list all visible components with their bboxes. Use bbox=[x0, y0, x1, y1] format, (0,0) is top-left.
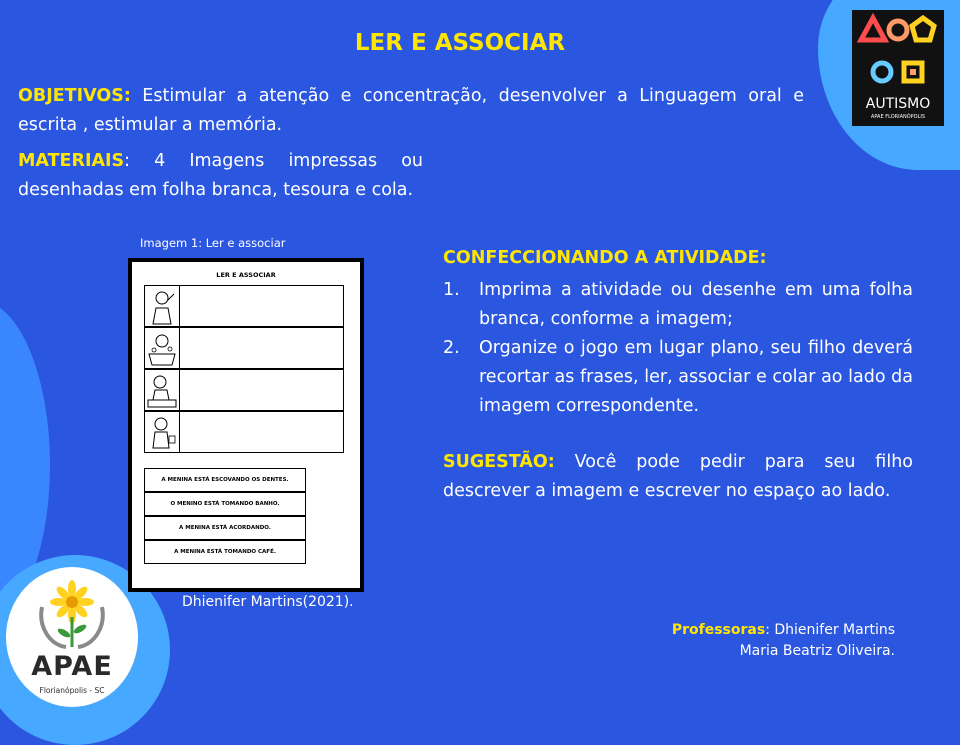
sugestao-text: Você pode pedir para seu filho descrever a imagem e escrever no espaço ao lado. bbox=[443, 452, 913, 501]
step-item bbox=[443, 334, 913, 421]
step-number: 1. bbox=[443, 280, 460, 300]
page-title: LER E ASSOCIAR bbox=[354, 30, 566, 56]
image-credit: Dhienifer Martins(2021). bbox=[182, 594, 354, 610]
worksheet-image bbox=[128, 258, 364, 592]
professora-name: : Dhienifer Martins bbox=[765, 622, 895, 638]
apae-logo bbox=[6, 567, 138, 707]
sunflower-hands-icon bbox=[6, 567, 138, 651]
autismo-shapes-icon bbox=[852, 10, 944, 94]
worksheet-sentence: O MENINO ESTÁ TOMANDO BANHO. bbox=[144, 492, 306, 516]
apae-logo-subtitle: Florianópolis - SC bbox=[39, 686, 105, 695]
worksheet-picture-row bbox=[144, 369, 344, 411]
worksheet-picture-row bbox=[144, 327, 344, 369]
worksheet-picture-row bbox=[144, 411, 344, 453]
professoras-block bbox=[600, 620, 895, 662]
girl-waking-up-icon bbox=[145, 370, 180, 410]
objetivos-label: OBJETIVOS: bbox=[18, 86, 131, 106]
confeccionando-heading: CONFECCIONANDO A ATIVIDADE: bbox=[443, 248, 767, 268]
autismo-logo bbox=[852, 10, 944, 126]
materiais-paragraph bbox=[18, 147, 423, 205]
step-item bbox=[443, 276, 913, 334]
step-text: Imprima a atividade ou desenhe em uma folha branca, conforme a imagem; bbox=[479, 280, 913, 329]
apae-logo-text: APAE bbox=[31, 651, 113, 682]
autismo-logo-text: AUTISMO bbox=[865, 96, 931, 112]
objetivos-text: Estimular a atenção e concentração, desenvolver a Linguagem oral e escrita , estimular a memória. bbox=[18, 86, 804, 135]
girl-brushing-teeth-icon bbox=[145, 286, 180, 326]
worksheet-sentence: A MENINA ESTÁ ESCOVANDO OS DENTES. bbox=[144, 468, 306, 492]
objetivos-paragraph bbox=[18, 82, 804, 140]
image-caption: Imagem 1: Ler e associar bbox=[140, 236, 286, 250]
sugestao-paragraph bbox=[443, 448, 913, 506]
steps-list bbox=[443, 276, 913, 421]
worksheet-sentence: A MENINA ESTÁ TOMANDO CAFÉ. bbox=[144, 540, 306, 564]
boy-bathing-icon bbox=[145, 328, 180, 368]
step-text: Organize o jogo em lugar plano, seu filho deverá recortar as frases, ler, associar e colar ao lado da imagem correspondente. bbox=[479, 338, 913, 416]
autismo-logo-subtitle: APAE FLORIANÓPOLIS bbox=[870, 114, 926, 120]
materiais-label: MATERIAIS bbox=[18, 151, 125, 171]
worksheet-picture-row bbox=[144, 285, 344, 327]
professoras-label: Professoras bbox=[671, 622, 766, 638]
sugestao-label: SUGESTÃO: bbox=[443, 452, 555, 472]
materiais-text: : 4 Imagens impressas ou desenhadas em folha branca, tesoura e cola. bbox=[18, 151, 423, 200]
professora-name: Maria Beatriz Oliveira. bbox=[739, 643, 895, 659]
step-number: 2. bbox=[443, 338, 460, 358]
girl-having-breakfast-icon bbox=[145, 412, 180, 452]
worksheet-sentence: A MENINA ESTÁ ACORDANDO. bbox=[144, 516, 306, 540]
worksheet-title: LER E ASSOCIAR bbox=[216, 271, 276, 279]
